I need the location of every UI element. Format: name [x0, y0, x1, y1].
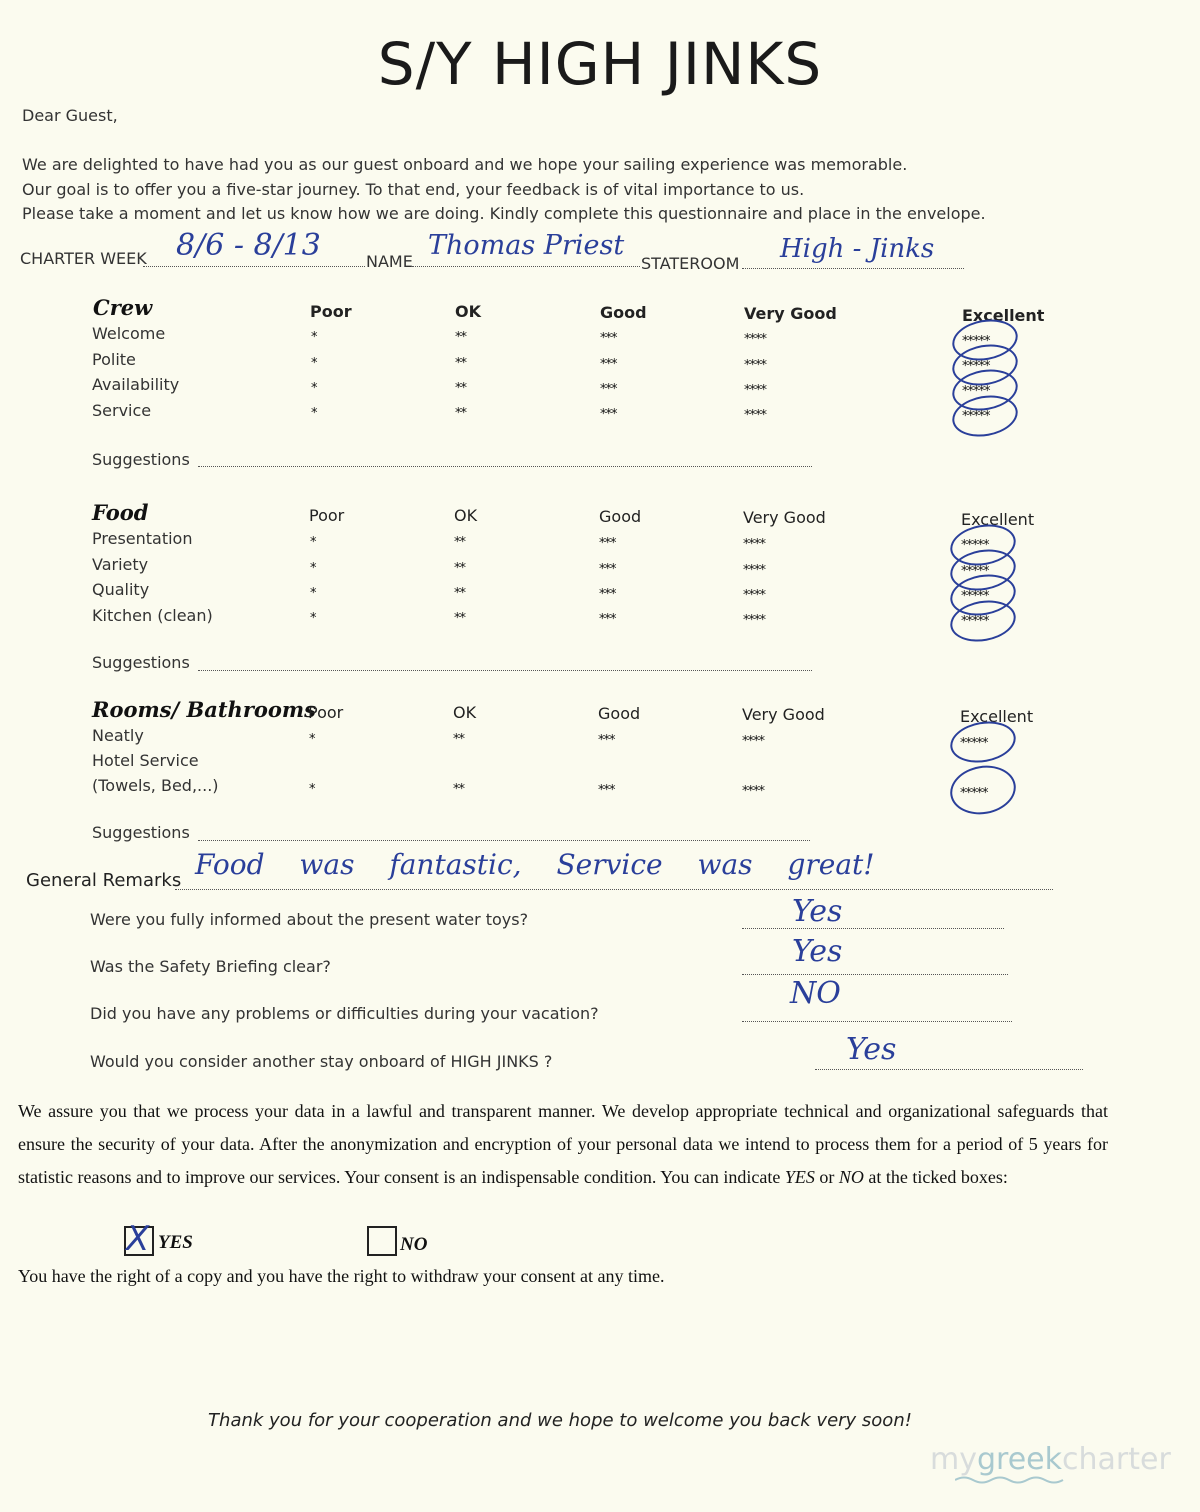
star-excellent[interactable]: *****: [960, 786, 988, 801]
selection-circle: [946, 761, 1019, 820]
star-poor[interactable]: *: [309, 782, 315, 797]
row-label-presentation: Presentation: [92, 529, 193, 548]
star-excellent[interactable]: *****: [961, 614, 989, 629]
star-excellent[interactable]: *****: [960, 736, 988, 751]
answer-line: [815, 1069, 1083, 1070]
suggestions-line-rooms[interactable]: [198, 840, 810, 841]
suggestions-line-food[interactable]: [198, 670, 812, 671]
greeting: Dear Guest,: [22, 106, 118, 125]
star-poor[interactable]: *: [311, 356, 317, 371]
star-very-good[interactable]: ****: [743, 537, 765, 552]
row-label-availability: Availability: [92, 375, 180, 394]
col-good: Good: [599, 507, 642, 526]
star-excellent[interactable]: *****: [962, 409, 990, 424]
watermark: [930, 1442, 1171, 1477]
star-good[interactable]: ***: [600, 357, 617, 372]
col-very-good: Very Good: [744, 304, 837, 323]
check-mark-icon: X: [126, 1219, 150, 1259]
stateroom-label: STATEROOM: [641, 254, 740, 273]
section-title-crew: Crew: [93, 295, 153, 320]
star-excellent[interactable]: *****: [962, 334, 990, 349]
star-ok[interactable]: **: [454, 561, 465, 576]
star-excellent[interactable]: *****: [962, 359, 990, 374]
charter-week-label: CHARTER WEEK: [20, 249, 147, 268]
general-remarks-label: General Remarks: [26, 870, 182, 891]
name-line: [412, 266, 640, 267]
col-very-good: Very Good: [742, 705, 825, 724]
star-ok[interactable]: **: [454, 535, 465, 550]
star-very-good[interactable]: ****: [743, 563, 765, 578]
star-good[interactable]: ***: [598, 783, 615, 798]
col-ok: OK: [454, 506, 478, 525]
consent-no-checkbox[interactable]: [367, 1226, 397, 1256]
col-good: Good: [600, 303, 647, 322]
watermark-part-charter: charter: [1062, 1442, 1171, 1477]
charter-week-line: [143, 266, 365, 267]
col-poor: Poor: [308, 703, 344, 722]
row-label-welcome: Welcome: [92, 324, 166, 343]
consent-text-end: at the ticked boxes:: [863, 1167, 1008, 1187]
section-title-rooms: Rooms/ Bathrooms: [92, 697, 316, 722]
star-excellent[interactable]: *****: [962, 384, 990, 399]
star-very-good[interactable]: ****: [744, 358, 766, 373]
star-good[interactable]: ***: [599, 587, 616, 602]
suggestions-label-rooms: Suggestions: [92, 823, 190, 842]
name-label: NAME: [366, 252, 413, 271]
col-poor: Poor: [309, 506, 345, 525]
star-ok[interactable]: **: [455, 406, 466, 421]
question-safety-briefing: Was the Safety Briefing clear?: [90, 957, 331, 976]
star-good[interactable]: ***: [600, 382, 617, 397]
row-label-neatly: Neatly: [92, 726, 144, 745]
star-excellent[interactable]: *****: [961, 564, 989, 579]
star-very-good[interactable]: ****: [743, 613, 765, 628]
col-good: Good: [598, 704, 641, 723]
star-excellent[interactable]: *****: [961, 589, 989, 604]
intro-line-1: We are delighted to have had you as our guest onboard and we hope your sailing experience was memorable.: [22, 155, 908, 174]
col-excellent: Excellent: [960, 707, 1034, 726]
star-good[interactable]: ***: [598, 733, 615, 748]
watermark-part-my: my: [930, 1442, 977, 1477]
row-label-hotel-service: Hotel Service: [92, 751, 199, 770]
row-label-kitchen: Kitchen (clean): [92, 606, 213, 625]
question-problems: Did you have any problems or difficulties during your vacation?: [90, 1004, 599, 1023]
consent-or-word: or: [814, 1167, 839, 1187]
suggestions-line-crew[interactable]: [198, 466, 812, 467]
star-ok[interactable]: **: [454, 611, 465, 626]
section-title-food: Food: [92, 500, 149, 525]
star-poor[interactable]: *: [311, 381, 317, 396]
star-good[interactable]: ***: [600, 331, 617, 346]
row-label-polite: Polite: [92, 350, 136, 369]
answer-problems[interactable]: NO: [790, 976, 841, 1011]
star-poor[interactable]: *: [311, 330, 317, 345]
consent-text: We assure you that we process your data in a lawful and transparent manner. We develop appropriate technical and organizational safeguards that ensure the security of your data. After the anonymization and encryption of your personal data we intend to process them for a period of 5 years for statistic reasons and to improve our services. Your consent is an indispensable condition. You can indicate: [18, 1101, 1108, 1187]
answer-another-stay[interactable]: Yes: [846, 1032, 897, 1067]
watermark-part-greek: greek: [976, 1442, 1062, 1477]
consent-rights: You have the right of a copy and you have the right to withdraw your consent at any time.: [18, 1266, 665, 1286]
consent-paragraph: [18, 1095, 1108, 1194]
star-ok[interactable]: **: [455, 381, 466, 396]
question-water-toys: Were you fully informed about the present water toys?: [90, 910, 529, 929]
star-poor[interactable]: *: [309, 732, 315, 747]
stateroom-line: [742, 268, 964, 269]
answer-safety-briefing[interactable]: Yes: [792, 934, 843, 969]
star-ok[interactable]: **: [453, 782, 464, 797]
general-remarks-line: [175, 889, 1053, 890]
col-excellent: Excellent: [962, 306, 1045, 325]
intro-line-2: Our goal is to offer you a five-star journey. To that end, your feedback is of vital importance to us.: [22, 180, 805, 199]
row-label-towels-bed: (Towels, Bed,...): [92, 776, 219, 795]
star-ok[interactable]: **: [453, 732, 464, 747]
star-good[interactable]: ***: [600, 407, 617, 422]
star-poor[interactable]: *: [310, 611, 316, 626]
charter-week-field[interactable]: 8/6 - 8/13: [176, 228, 321, 263]
star-poor[interactable]: *: [311, 406, 317, 421]
row-label-variety: Variety: [92, 555, 149, 574]
star-ok[interactable]: **: [455, 356, 466, 371]
star-very-good[interactable]: ****: [742, 784, 764, 799]
stateroom-field[interactable]: High - Jinks: [780, 234, 935, 264]
consent-yes-word: YES: [784, 1167, 815, 1187]
answer-water-toys[interactable]: Yes: [792, 894, 843, 929]
answer-line: [742, 928, 1004, 929]
star-excellent[interactable]: *****: [961, 538, 989, 553]
star-good[interactable]: ***: [599, 612, 616, 627]
star-very-good[interactable]: ****: [744, 332, 766, 347]
consent-no-label: NO: [400, 1234, 428, 1255]
star-poor[interactable]: *: [310, 561, 316, 576]
star-very-good[interactable]: ****: [743, 588, 765, 603]
wave-icon: [955, 1475, 1065, 1485]
star-poor[interactable]: *: [310, 586, 316, 601]
name-field[interactable]: Thomas Priest: [428, 230, 625, 261]
col-ok: OK: [453, 703, 477, 722]
answer-line: [742, 974, 1008, 975]
col-ok: OK: [455, 302, 481, 321]
consent-yes-label: YES: [158, 1232, 193, 1253]
consent-no-word: NO: [838, 1167, 864, 1187]
suggestions-label-food: Suggestions: [92, 653, 190, 672]
star-very-good[interactable]: ****: [742, 734, 764, 749]
row-label-service: Service: [92, 401, 152, 420]
intro-line-3: Please take a moment and let us know how we are doing. Kindly complete this questionnaire and place in the envelope.: [22, 204, 986, 223]
star-poor[interactable]: *: [310, 535, 316, 550]
answer-line: [742, 1021, 1012, 1022]
star-ok[interactable]: **: [454, 586, 465, 601]
thank-you-note: Thank you for your cooperation and we hope to welcome you back very soon!: [208, 1410, 912, 1431]
star-ok[interactable]: **: [455, 330, 466, 345]
star-good[interactable]: ***: [599, 562, 616, 577]
col-excellent: Excellent: [961, 510, 1035, 529]
col-very-good: Very Good: [743, 508, 826, 527]
star-very-good[interactable]: ****: [744, 408, 766, 423]
general-remarks-field[interactable]: Food was fantastic, Service was great!: [195, 848, 875, 881]
page-title: S/Y HIGH JINKS: [377, 30, 823, 98]
star-good[interactable]: ***: [599, 536, 616, 551]
star-very-good[interactable]: ****: [744, 383, 766, 398]
question-another-stay: Would you consider another stay onboard of HIGH JINKS ?: [90, 1052, 553, 1071]
suggestions-label-crew: Suggestions: [92, 450, 190, 469]
row-label-quality: Quality: [92, 580, 150, 599]
col-poor: Poor: [310, 302, 352, 321]
